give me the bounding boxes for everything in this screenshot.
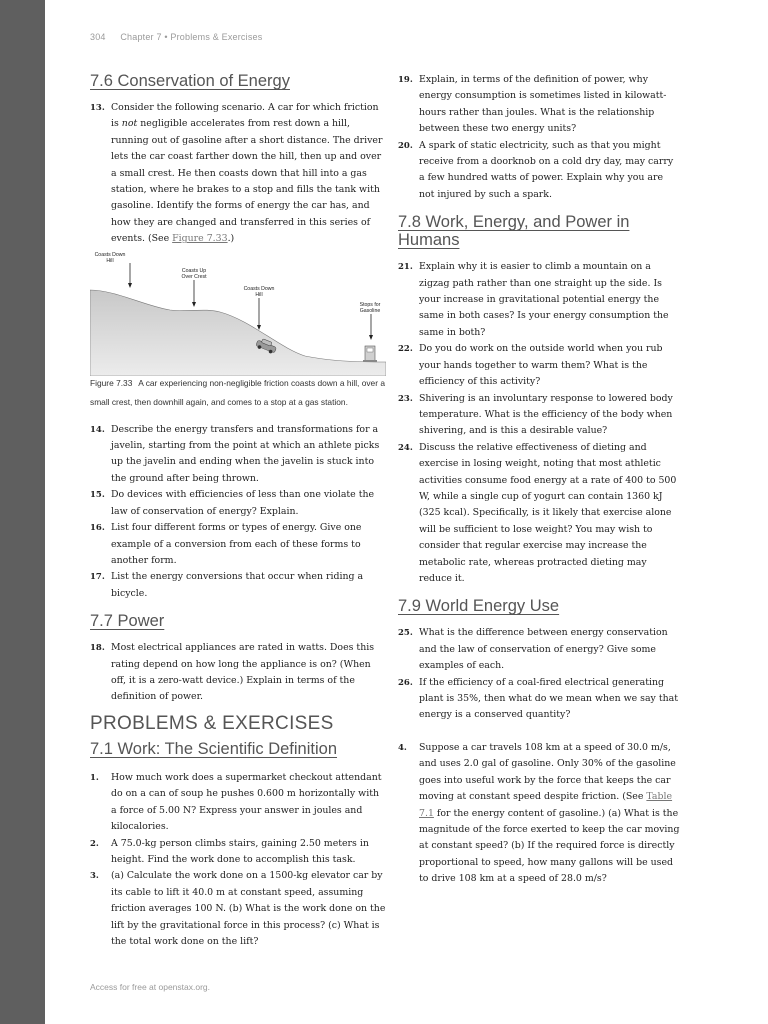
question-19 bbox=[398, 72, 680, 138]
question-22 bbox=[398, 341, 680, 390]
question-25 bbox=[398, 625, 680, 674]
figure-caption bbox=[90, 374, 386, 412]
question-number: 16. bbox=[90, 523, 105, 534]
question-16 bbox=[90, 520, 386, 569]
page-sidebar-bar bbox=[0, 0, 45, 1024]
question-number: 13. bbox=[90, 103, 105, 113]
svg-text:Coasts Down: Coasts Down bbox=[243, 285, 275, 292]
section-title-7-1: 7.1 Work: The Scientific Definition bbox=[90, 740, 338, 758]
problem-3 bbox=[90, 868, 386, 950]
label-stops-for-gasoline bbox=[360, 302, 381, 340]
question-text: List the energy conversions that occur when riding a bicycle. bbox=[111, 571, 364, 599]
question-text: Shivering is an involuntary response to lowered body temperature. What is the efficiency of the body when shivering, and is this a desirable value? bbox=[419, 392, 673, 437]
question-text: Explain, in terms of the definition of power, why energy consumption is sometimes listed in kilowatt-hours rather than joules. What is the relationship between these two energy units? bbox=[419, 74, 667, 135]
problem-text: A 75.0-kg person climbs stairs, gaining 2.50 meters in height. Find the work done to accomplish this task. bbox=[111, 837, 369, 866]
question-15 bbox=[90, 487, 386, 520]
question-13 bbox=[90, 100, 386, 248]
question-23 bbox=[398, 391, 680, 440]
problem-number: 4. bbox=[398, 743, 407, 753]
svg-text:Gasoline: Gasoline bbox=[359, 307, 381, 314]
section-title-7-7: 7.7 Power bbox=[90, 612, 165, 631]
left-column bbox=[90, 72, 386, 706]
question-17 bbox=[90, 569, 386, 602]
question-text: Consider the following scenario. A car for which friction is bbox=[111, 102, 379, 130]
right-column bbox=[398, 72, 680, 724]
question-20 bbox=[398, 138, 680, 204]
question-text: Explain why it is easier to climb a mountain on a zigzag path rather than one straight up the side. Is your increase in gravitational potential energy the same in both cases? Is your energy consumption the same in both? bbox=[419, 261, 669, 338]
problem-text: How much work does a supermarket checkout attendant do on a can of soup he pushes 0.600 m horizontally with a force of 5.00 N? Express your answer in joules and kilocalories. bbox=[111, 772, 382, 833]
problems-heading: PROBLEMS & EXERCISES bbox=[90, 713, 334, 734]
question-number: 24. bbox=[398, 442, 413, 453]
problem-number: 1. bbox=[90, 773, 99, 783]
question-21 bbox=[398, 259, 680, 341]
label-coasts-down-hill-1 bbox=[95, 252, 132, 288]
question-26 bbox=[398, 675, 680, 724]
figure-caption-text: A car experiencing non-negligible friction coasts down a hill, over a small crest, then downhill again, and comes to a stop at a gas station. bbox=[90, 377, 385, 407]
question-text-end: .) bbox=[227, 233, 235, 245]
problem-text: (a) Calculate the work done on a 1500-kg elevator car by its cable to lift it 40.0 m at constant speed, assuming friction averages 100 N. (b) What is the work done on the lift by the gravitational force in this process? (c) What is the total work done on the lift? bbox=[111, 870, 386, 948]
figure-7-33 bbox=[90, 250, 386, 370]
problem-1 bbox=[90, 770, 386, 836]
question-text: A spark of static electricity, such as that you might receive from a doorknob on a cold dry day, may carry a few hundred watts of power. Explain why you are not injured by such a spark. bbox=[419, 139, 674, 200]
chapter-title: Chapter 7 • Problems & Exercises bbox=[120, 32, 263, 42]
question-number: 14. bbox=[90, 424, 105, 435]
question-number: 21. bbox=[398, 262, 413, 273]
gas-pump-image bbox=[363, 346, 377, 362]
question-24 bbox=[398, 440, 680, 588]
question-number: 17. bbox=[90, 572, 105, 583]
svg-text:Over Crest: Over Crest bbox=[181, 273, 207, 280]
figure-link[interactable]: Figure 7.33 bbox=[172, 233, 228, 245]
problem-2 bbox=[90, 836, 386, 869]
page-footer: Access for free at openstax.org. bbox=[90, 982, 211, 992]
question-number: 25. bbox=[398, 628, 413, 639]
problem-number: 2. bbox=[90, 838, 99, 849]
section-title-7-9: 7.9 World Energy Use bbox=[398, 597, 560, 616]
svg-text:Hill: Hill bbox=[255, 291, 263, 298]
problem-4 bbox=[398, 740, 680, 888]
question-number: 20. bbox=[398, 140, 413, 151]
question-text: List four different forms or types of energy. Give one example of a conversion from each of these forms to another form. bbox=[111, 522, 362, 566]
question-text: Most electrical appliances are rated in watts. Does this rating depend on how long the appliance is on? (When off, it is a zero-watt device.) Explain in terms of the definition of power. bbox=[111, 642, 375, 703]
question-number: 23. bbox=[398, 393, 413, 404]
svg-text:Coasts Down: Coasts Down bbox=[94, 251, 126, 258]
table-link[interactable]: Table 7.1 bbox=[419, 791, 673, 819]
question-text: Discuss the relative effectiveness of dieting and exercise in losing weight, noting that most athletic activities consume food energy at a rate of 400 to 500 W, while a single cup of yogurt can contain 1360 kJ (325 kcal). Specifically, is it likely that exercise alone will be sufficient to lose weight? You may wish to consider that regular exercise may increase the metabolic rate, whereas protracted dieting may reduce it. bbox=[419, 441, 677, 584]
svg-text:Coasts Up: Coasts Up bbox=[181, 267, 207, 274]
svg-text:Stops for: Stops for bbox=[359, 301, 381, 308]
question-text: Describe the energy transfers and transformations for a javelin, starting from the point at which an athlete picks up the javelin and ending when the javelin is stuck into the ground after being thrown. bbox=[111, 423, 380, 484]
question-number: 18. bbox=[90, 643, 105, 654]
question-text: If the efficiency of a coal-fired electrical generating plant is 35%, then what do we mean when we say that energy is a conserved quantity? bbox=[419, 676, 678, 721]
question-number: 22. bbox=[398, 344, 413, 355]
figure-caption-label: Figure 7.33 bbox=[90, 377, 133, 388]
section-title-7-6: 7.6 Conservation of Energy bbox=[90, 72, 290, 90]
section-title-7-8: 7.8 Work, Energy, and Power in Humans bbox=[398, 213, 630, 250]
question-text: Do you do work on the outside world when you rub your hands together to warm them? What is the efficiency of this activity? bbox=[419, 343, 663, 388]
question-14 bbox=[90, 422, 386, 488]
question-number: 26. bbox=[398, 677, 413, 688]
page-header bbox=[90, 32, 262, 42]
label-coasts-up-over-crest bbox=[181, 268, 207, 307]
emphasis-not: not bbox=[121, 118, 138, 130]
problems-right-column bbox=[398, 740, 680, 888]
question-number: 15. bbox=[90, 490, 105, 501]
problem-text: Suppose a car travels 108 km at a speed of 30.0 m/s, and uses 2.0 gal of gasoline. Only 30% of the gasoline goes into useful work by the force that keeps the car moving at constant speed despite friction. (See bbox=[419, 742, 676, 803]
question-number: 19. bbox=[398, 75, 413, 85]
hill-diagram bbox=[90, 250, 386, 376]
hill-shape bbox=[90, 290, 386, 376]
problem-number: 3. bbox=[90, 871, 99, 882]
problems-left-column bbox=[90, 713, 386, 950]
question-text-cont: negligible accelerates from rest down a hill, running out of gasoline after a short distance. The driver lets the car coast farther down the hill, then up and over a small crest. He then coasts down that hill into a gas station, where he brakes to a stop and fills the tank with gasoline. Identify the forms of energy the car has, and how they are changed and transferred in this series of events. (See bbox=[111, 118, 383, 245]
question-text: Do devices with efficiencies of less than one violate the law of conservation of energy? Explain. bbox=[111, 489, 375, 517]
problem-text-end: for the energy content of gasoline.) (a) What is the magnitude of the force exerted to keep the car moving at constant speed? (b) If the required force is directly proportional to speed, how many gallons will be used to drive 108 km at a speed of 28.0 m/s? bbox=[419, 807, 680, 885]
question-text: What is the difference between energy conservation and the law of conservation of energy? Give some examples of each. bbox=[419, 627, 668, 672]
svg-text:Hill: Hill bbox=[106, 257, 114, 264]
page-number: 304 bbox=[90, 32, 106, 42]
question-18 bbox=[90, 640, 386, 706]
label-coasts-down-hill-2 bbox=[244, 286, 275, 330]
